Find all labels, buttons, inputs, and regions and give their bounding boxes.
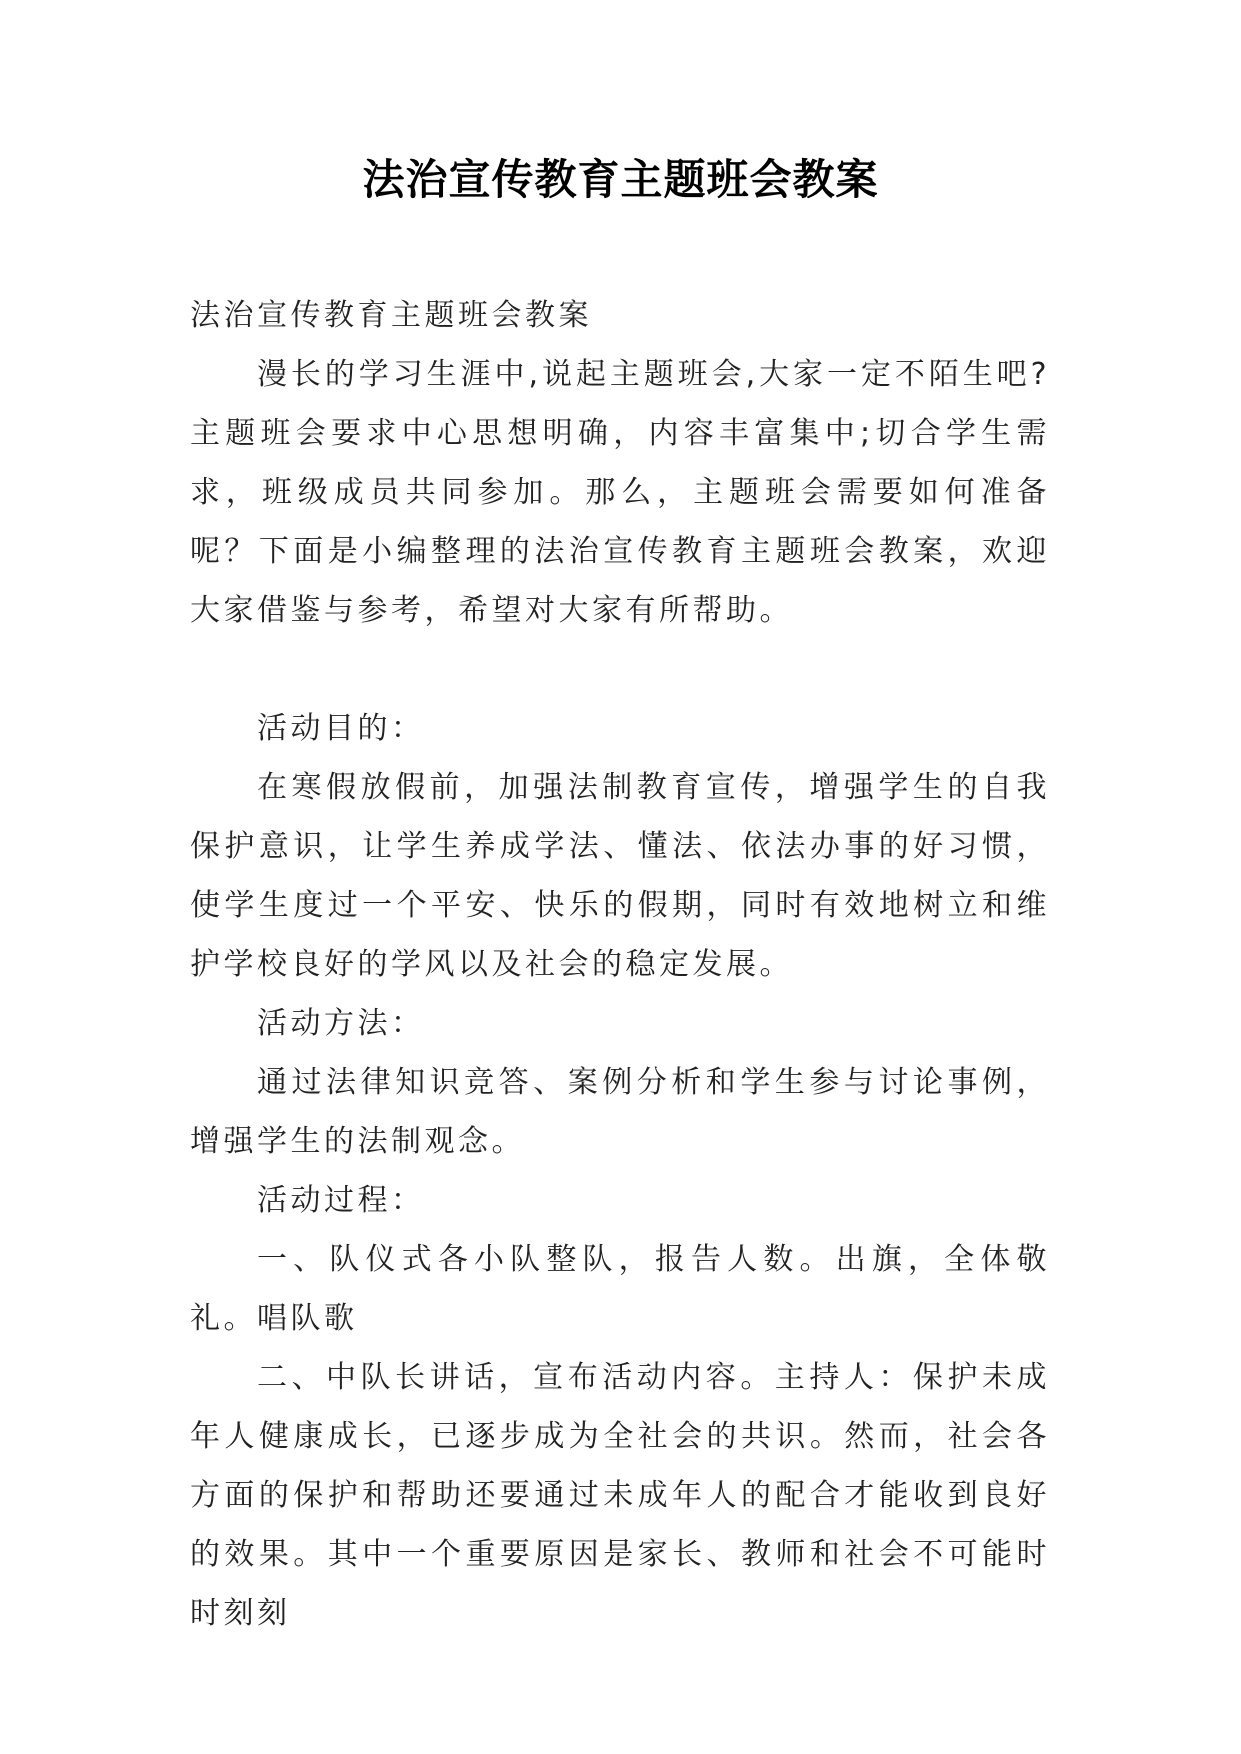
intro-paragraph: 漫长的学习生涯中,说起主题班会,大家一定不陌生吧?主题班会要求中心思想明确，内容丰富集中;切合学生需求，班级成员共同参加。那么，主题班会需要如何准备呢？下面是小编整理的法治宣传教育主题班会教案，欢迎大家借鉴与参考，希望对大家有所帮助。 <box>190 357 1050 628</box>
document-body <box>190 286 1050 1643</box>
document-title: 法治宣传教育主题班会教案 <box>362 155 879 204</box>
process-step-one: 一、队仪式各小队整队，报告人数。出旗，全体敬礼。唱队歌 <box>190 1242 1050 1336</box>
document-subtitle: 法治宣传教育主题班会教案 <box>190 298 592 333</box>
purpose-paragraph: 在寒假放假前，加强法制教育宣传，增强学生的自我保护意识，让学生养成学法、懂法、依法办事的好习惯，使学生度过一个平安、快乐的假期，同时有效地树立和维护学校良好的学风以及社会的稳定发展。 <box>190 770 1050 982</box>
process-step-two: 二、中队长讲话，宣布活动内容。主持人：保护未成年人健康成长，已逐步成为全社会的共识。然而，社会各方面的保护和帮助还要通过未成年人的配合才能收到良好的效果。其中一个重要原因是家长、教师和社会不可能时时刻刻 <box>190 1360 1050 1631</box>
section-heading-purpose: 活动目的： <box>257 711 425 746</box>
method-paragraph: 通过法律知识竞答、案例分析和学生参与讨论事例，增强学生的法制观念。 <box>190 1065 1050 1159</box>
section-heading-method: 活动方法： <box>257 1006 425 1041</box>
section-heading-process: 活动过程： <box>257 1183 425 1218</box>
paragraph-spacer <box>190 640 1050 699</box>
